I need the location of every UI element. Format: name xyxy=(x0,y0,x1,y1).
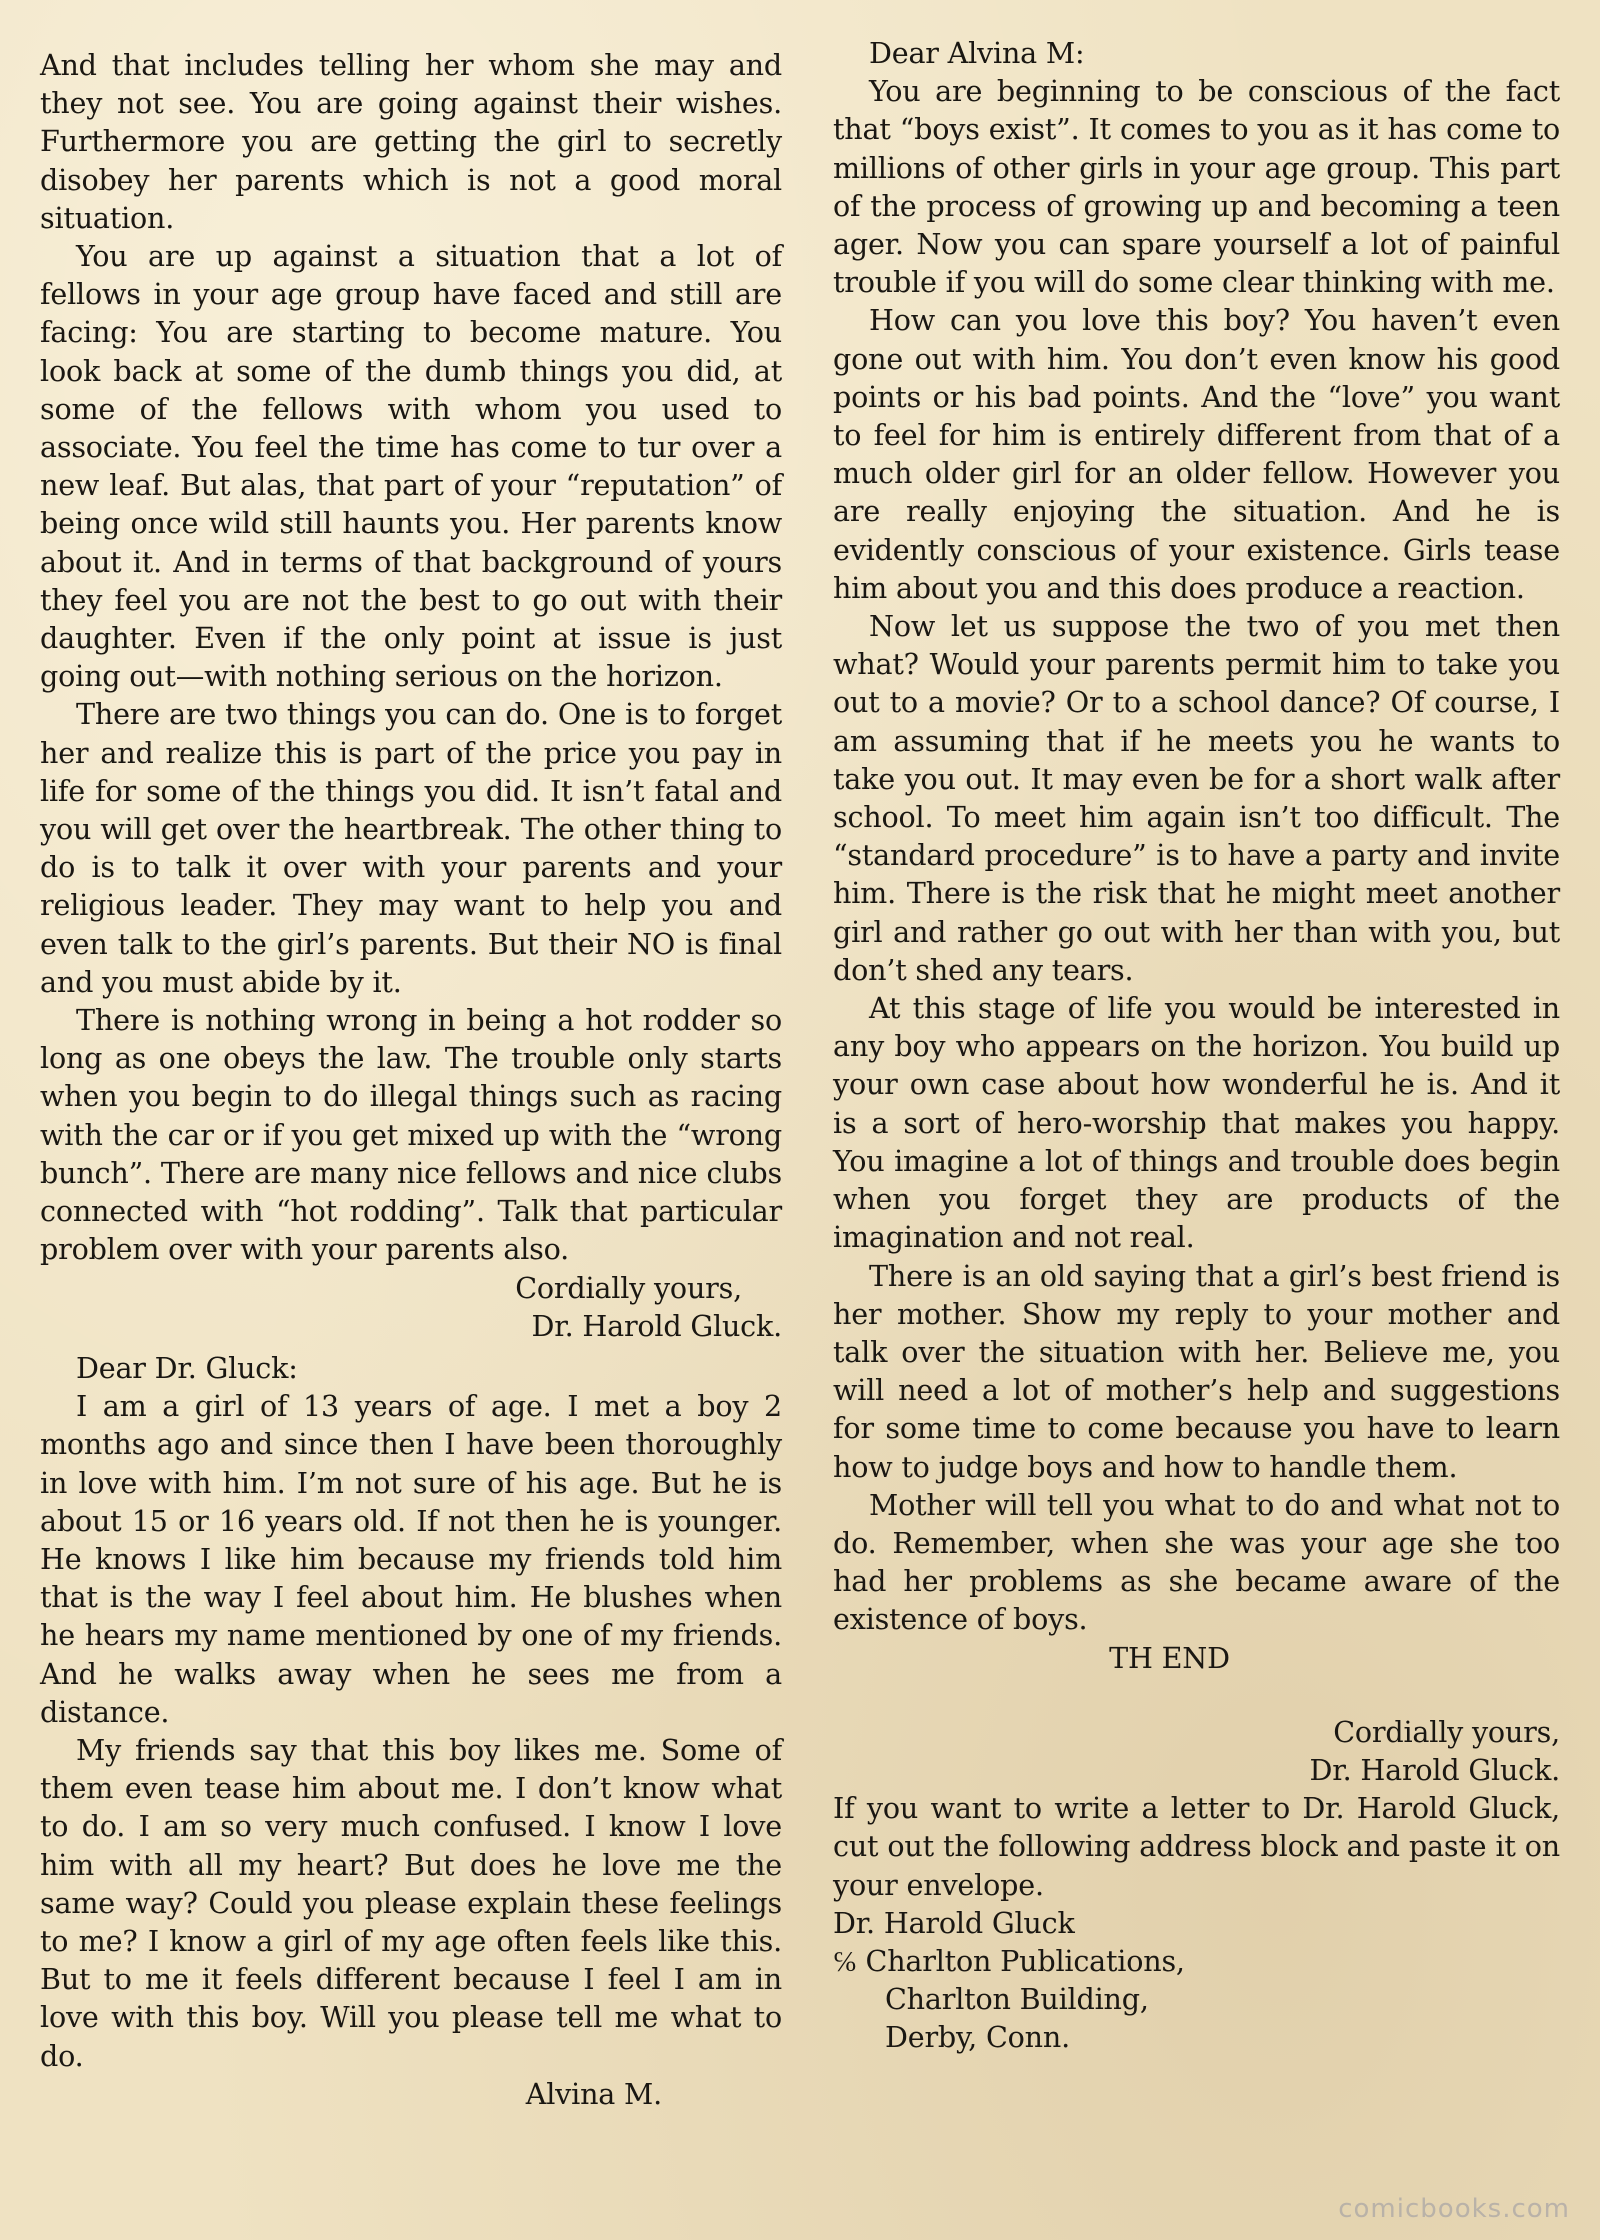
left-paragraph-4: There is nothing wrong in being a hot rodder so long as one obeys the law. The trouble only starts when you begin to do illegal things such as racing with the car or if you get mixed up with the “wrong bunch”. There are many nice fellows and nice clubs connected with “hot rodding”. Talk that particular problem over with your parents also. xyxy=(40,1003,782,1267)
left-column xyxy=(40,46,782,2113)
reply-paragraph-5: There is an old saying that a girl’s best friend is her mother. Show my reply to your mother and talk over the situation with her. Believe me, you will need a lot of mother’s help and suggestions for some time to come because you have to learn how to judge boys and how to handle them. xyxy=(833,1258,1560,1484)
reply-paragraph-4: At this stage of life you would be interested in any boy who appears on the horizon. You build up your own case about how wonderful he is. And it is a sort of hero-worship that makes you happy. You imagine a lot of things and trouble does begin when you forget they are products of the imagination and not real. xyxy=(833,991,1560,1255)
reply-paragraph-2: How can you love this boy? You haven’t even gone out with him. You don’t even know his good points or his bad points. And the “love” you want to feel for him is entirely different from that of a much older girl for an older fellow. However you are really enjoying the situation. And he is evidently conscious of your existence. Girls tease him about you and this does produce a reaction. xyxy=(833,303,1560,605)
address-block xyxy=(833,1904,1560,2057)
reply-paragraph-1: You are beginning to be conscious of the fact that “boys exist”. It comes to you as it has come to millions of other girls in your age group. This part of the process of growing up and becoming a teen ager. Now you can spare yourself a lot of painful trouble if you will do some clear thinking with me. xyxy=(833,74,1560,300)
right-closing xyxy=(833,1713,1560,1789)
address-instructions: If you want to write a letter to Dr. Harold Gluck, cut out the following address block and paste it on your envelope. xyxy=(833,1791,1560,1902)
left-closing-line-2: Dr. Harold Gluck. xyxy=(531,1308,782,1343)
left-paragraph-2: You are up against a situation that a lot of fellows in your age group have faced and still are facing: You are starting to become mature. You look back at some of the dumb things you did, at some of the fellows with whom you used to associate. You feel the time has come to tur over a new leaf. But alas, that part of your “reputation” of being once wild still haunts you. Her parents know about it. And in terms of that background of yours they feel you are not the best to go out with their daughter. Even if the only point at issue is just going out—with nothing serious on the horizon. xyxy=(40,239,782,694)
left-closing-line-1: Cordially yours, xyxy=(515,1270,742,1305)
left-closing xyxy=(40,1269,782,1345)
the-end-label: TH END xyxy=(1109,1640,1230,1675)
right-closing-line-1: Cordially yours, xyxy=(1333,1714,1560,1749)
letter-salutation: Dear Dr. Gluck: xyxy=(76,1350,298,1385)
letter-paragraph-2: My friends say that this boy likes me. Some of them even tease him about me. I don’t know what to do. I am so very much confused. I know I love him with all my heart? But does he love me the same way? Could you please explain these feelings to me? I know a girl of my age often feels like this. But to me it feels different because I feel I am in love with this boy. Will you please tell me what to do. xyxy=(40,1732,782,2073)
address-line-4: Derby, Conn. xyxy=(885,2020,1070,2055)
letter-paragraph-1: I am a girl of 13 years of age. I met a boy 2 months ago and since then I have been thoroughly in love with him. I’m not sure of his age. But he is about 15 or 16 years old. If not then he is younger. He knows I like him because my friends told him that is the way I feel about him. He blushes when he hears my name mentioned by one of my friends. And he walks away when he sees me from a distance. xyxy=(40,1389,782,1729)
reply-paragraph-3: Now let us suppose the two of you met then what? Would your parents permit him to take you out to a movie? Or to a school dance? Of course, I am assuming that if he meets you he wants to take you out. It may even be for a short walk after school. To meet him again isn’t too difficult. The “standard procedure” is to have a party and invite him. There is the risk that he might meet another girl and rather go out with her than with you, but don’t shed any tears. xyxy=(833,609,1560,987)
left-paragraph-3: There are two things you can do. One is to forget her and realize this is part of the price you pay in life for some of the things you did. It isn’t fatal and you will get over the heartbreak. The other thing to do is to talk it over with your parents and your religious leader. They may want to help you and even talk to the girl’s parents. But their NO is final and you must abide by it. xyxy=(40,697,782,999)
reply-salutation: Dear Alvina M: xyxy=(869,36,1085,70)
spacer xyxy=(833,1677,1560,1713)
left-paragraph-1: And that includes telling her whom she may and they not see. You are going against their wishes. Furthermore you are getting the girl to secretly disobey her parents which is not a good moral situation. xyxy=(40,48,782,235)
reply-paragraph-6: Mother will tell you what to do and what not to do. Remember, when she was your age she too had her problems as she became aware of the existence of boys. xyxy=(833,1487,1560,1637)
right-column xyxy=(833,34,1560,2057)
right-closing-line-2: Dr. Harold Gluck. xyxy=(1309,1752,1560,1787)
site-watermark: comicbooks.com xyxy=(1338,2194,1570,2224)
address-line-1: Dr. Harold Gluck xyxy=(833,1905,1075,1940)
letter-signature: Alvina M. xyxy=(525,2076,662,2111)
address-line-2: ℅ Charlton Publications, xyxy=(833,1943,1185,1978)
address-line-3: Charlton Building, xyxy=(885,1982,1149,2017)
